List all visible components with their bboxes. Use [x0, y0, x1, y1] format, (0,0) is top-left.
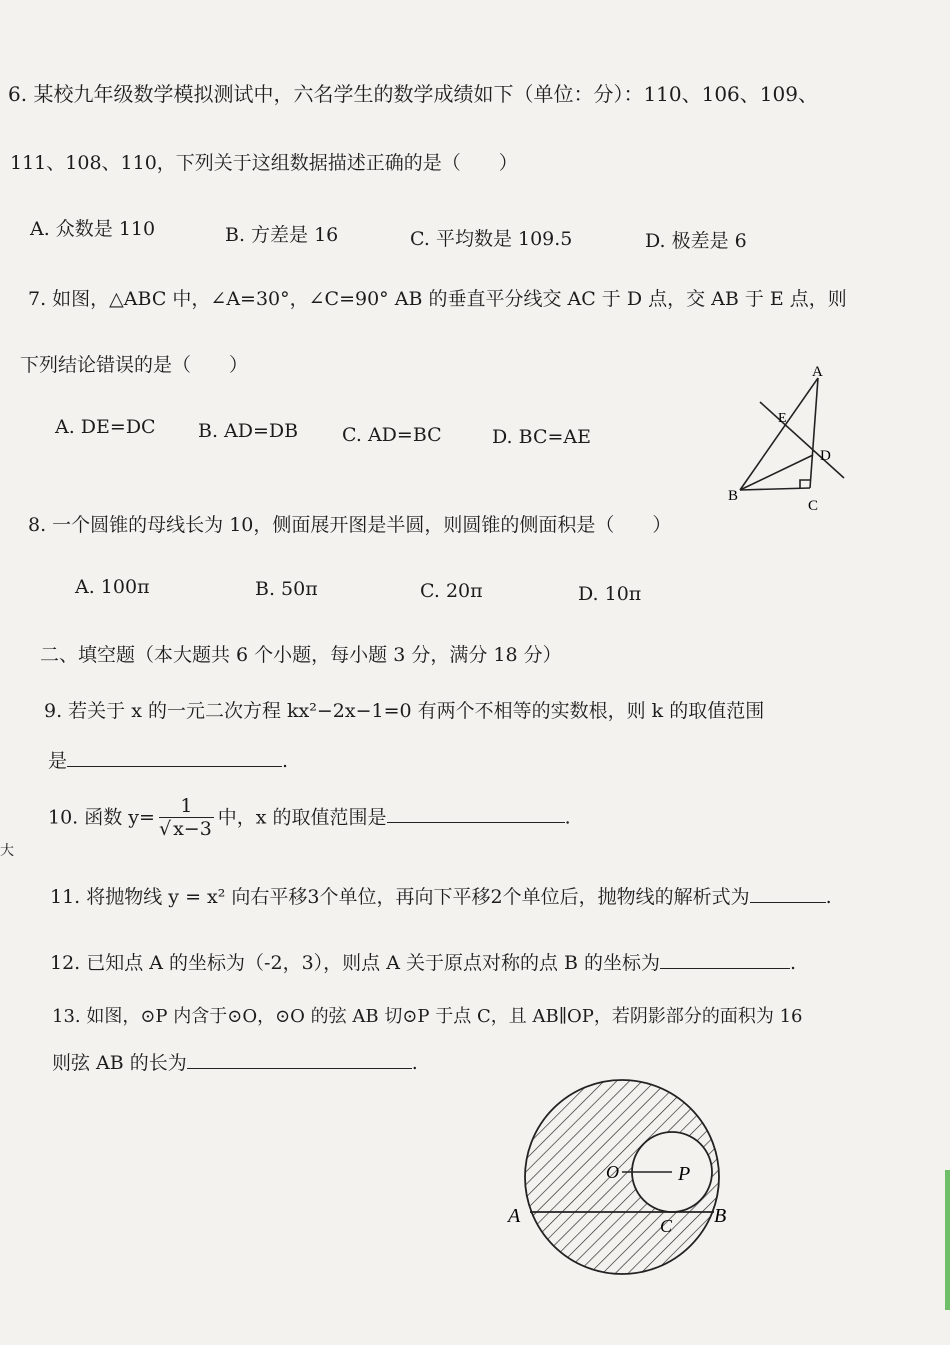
q6-option-c: C. 平均数是 109.5 [410, 228, 573, 250]
q10-fraction [159, 796, 214, 841]
label-o: O [606, 1162, 619, 1182]
q7-option-a: A. DE=DC [55, 416, 156, 438]
side-ab [740, 378, 818, 490]
q9-answer-blank[interactable] [67, 747, 282, 767]
right-angle-mark [800, 480, 810, 488]
q13-line1: 13. 如图，⊙P 内含于⊙O，⊙O 的弦 AB 切⊙P 于点 C，且 AB∥OP，若阴影部分的面积为 16 [52, 1006, 803, 1027]
label-p: P [678, 1163, 691, 1185]
q7-option-b: B. AD=DB [198, 420, 299, 442]
q7-option-d: D. BC=AE [492, 426, 591, 448]
q10-denominator [159, 818, 214, 841]
q8-line1: 8. 一个圆锥的母线长为 10，侧面展开图是半圆，则圆锥的侧面积是（ ） [28, 514, 672, 536]
q12-answer-blank[interactable] [660, 949, 790, 969]
q8-option-b: B. 50π [255, 578, 318, 600]
label-b: B [728, 488, 739, 504]
q10-answer-blank[interactable] [387, 803, 565, 823]
q8-option-a: A. 100π [75, 576, 150, 598]
q10-line [48, 796, 571, 841]
q11-end: . [825, 886, 832, 908]
q13-circle-figure [500, 1070, 750, 1310]
q7-triangle-figure [720, 360, 860, 520]
q10-prefix: 10. 函数 y= [48, 806, 155, 829]
q12-end: . [790, 952, 797, 974]
page-edge-strip [945, 1170, 950, 1310]
q12-text: 12. 已知点 A 的坐标为（-2，3），则点 A 关于原点对称的点 B 的坐标为 [50, 952, 660, 974]
q13-line2 [52, 1048, 418, 1075]
section2-heading: 二、填空题（本大题共 6 个小题，每小题 3 分，满分 18 分） [40, 644, 562, 666]
q9-end: . [282, 750, 289, 772]
side-bc [740, 488, 810, 490]
q6-line1: 6. 某校九年级数学模拟测试中，六名学生的数学成绩如下（单位：分）：110、106、109、 [8, 82, 818, 106]
q9-line1: 9. 若关于 x 的一元二次方程 kx²−2x−1=0 有两个不相等的实数根，则 k 的取值范围 [44, 700, 765, 722]
q10-suffix: 中，x 的取值范围是 [217, 806, 387, 829]
q12-line [50, 948, 796, 975]
side-ac [810, 378, 818, 488]
q9-line2 [48, 746, 288, 773]
q6-option-a: A. 众数是 110 [30, 218, 156, 240]
q13-end: . [411, 1052, 418, 1074]
margin-char: 大 [0, 843, 14, 859]
q7-line1: 7. 如图，△ABC 中，∠A=30°，∠C=90° AB 的垂直平分线交 AC 于 D 点，交 AB 于 E 点，则 [28, 288, 847, 310]
label-d: D [820, 448, 831, 464]
radical-sign: √ [158, 817, 172, 840]
q6-line2: 111、108、110，下列关于这组数据描述正确的是（ ） [10, 152, 518, 174]
label-a: A [508, 1205, 521, 1227]
q7-option-c: C. AD=BC [342, 424, 442, 446]
q11-text: 11. 将抛物线 y = x² 向右平移3个单位，再向下平移2个单位后，抛物线的解析式为 [50, 886, 750, 908]
label-e: E [778, 411, 787, 426]
q8-option-d: D. 10π [578, 583, 642, 605]
q10-radicand: x−3 [173, 817, 212, 840]
perpendicular-bisector [760, 402, 844, 478]
q9-line2-text: 是 [48, 750, 68, 772]
q10-end: . [564, 806, 571, 829]
q7-line2: 下列结论错误的是（ ） [20, 354, 249, 376]
segment-bd [740, 455, 813, 490]
q8-option-c: C. 20π [420, 580, 483, 602]
q6-option-b: B. 方差是 16 [225, 224, 339, 246]
label-b: B [714, 1205, 727, 1227]
q11-answer-blank[interactable] [750, 883, 826, 903]
label-a: A [812, 364, 823, 380]
q13-answer-blank[interactable] [187, 1049, 412, 1069]
q10-numerator: 1 [159, 796, 214, 818]
q6-option-d: D. 极差是 6 [645, 230, 747, 252]
q13-line2-text: 则弦 AB 的长为 [52, 1052, 187, 1074]
label-c: C [660, 1216, 673, 1236]
q11-line [50, 882, 832, 909]
label-c: C [808, 498, 819, 514]
